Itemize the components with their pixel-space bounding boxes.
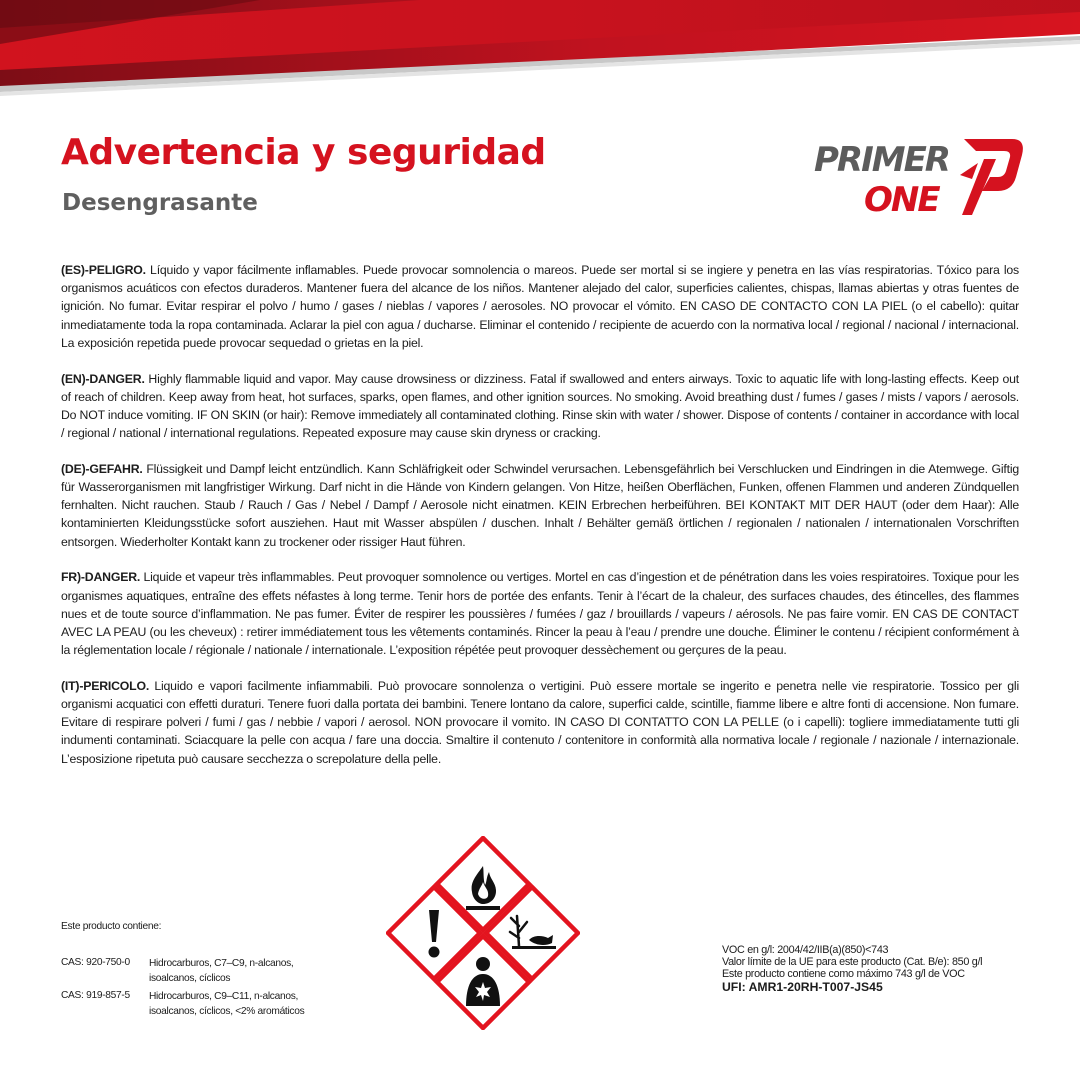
warning-label: (IT)-PERICOLO. (61, 678, 150, 693)
warning-label: (EN)-DANGER. (61, 371, 145, 386)
warning-text: Highly flammable liquid and vapor. May cause drowsiness or dizziness. Fatal if swallowed and enters airways. Toxic to aquatic life with long-lasting effects. Keep out of reach of children. Keep away from heat, hot surfaces, sparks, open flames, and other ignition sources. No smoking. Avoid breathing dust / fumes / gases / mists / vapors / aerosols. Do NOT induce vomiting. IF ON SKIN (or hair): Remove immediately all contaminated clothing. Rinse skin with water / shower. Dispose of contents / container in accordance with local / regional / national / international regulations. Repeated exposure may cause skin dryness or cracking. (61, 371, 1019, 441)
list-item (61, 989, 361, 1019)
voc-info (722, 945, 1022, 994)
warning-it (61, 677, 1019, 768)
warning-text: Liquide et vapeur très inflammables. Peut provoquer somnolence ou vertiges. Mortel en cas d’ingestion et de pénétration dans les voies respiratoires. Toxique pour les organismes aquatiques, entraîne des effets néfastes à long terme. Tenir hors de portée des enfants. Tenir à l’écart de la chaleur, des surfaces chaudes, des étincelles, des flammes nues et de toute source d’inflammation. Ne pas fumer. Éviter de respirer les poussières / fumées / gaz / brouillards / vapeurs / aérosols. Ne pas faire vomir. EN CAS DE CONTACT AVEC LA PEAU (ou les cheveux) : retirer immédiatement tous les vêtements contaminés. Rincer la peau à l’eau / prendre une douche. Éliminer le contenu / récipient conformément à la réglementation locale / régionale / nationale / internationale. L’exposition répétée peut provoquer dessèchement ou gerçures de la peau. (61, 570, 1019, 658)
cas-description: Hidrocarburos, C9–C11, n-alcanos, isoalcanos, cíclicos, <2% aromáticos (149, 991, 305, 1017)
warning-en (61, 370, 1019, 443)
warning-text: Flüssigkeit und Dampf leicht entzündlich. Kann Schläfrigkeit oder Schwindel verursachen. Lebensgefährlich bei Verschlucken und Eindringen in die Atemwege. Giftig für Wasserorganismen mit langfristiger Wirkung. Darf nicht in die Hände von Kindern gelangen. Von Hitze, heißen Oberflächen, Funken, offenen Flammen und anderen Zündquellen fernhalten. Nicht rauchen. Staub / Rauch / Gas / Nebel / Dampf / Aerosole nicht einatmen. KEIN Erbrechen herbeiführen. BEI KONTAKT MIT DER HAUT (oder dem Haar): Alle kontaminierten Kleidungsstücke sofort ausziehen. Haut mit Wasser abspülen / duschen. Inhalt / Behälter gemäß örtlichen / regionalen / nationalen / internationalen Vorschriften entsorgen. Wiederholter Kontakt kann zu trockener oder rissiger Haut führen. (61, 461, 1019, 549)
voc-line: Valor límite de la UE para este producto (Cat. B/e): 850 g/l (722, 955, 983, 968)
page-title: Advertencia y seguridad (61, 132, 546, 173)
warning-text: Líquido y vapor fácilmente inflamables. Puede provocar somnolencia o mareos. Puede ser mortal si se ingiere y penetra en las vías respiratorias. Tóxico para los organismos acuáticos con efectos duraderos. Mantener fuera del alcance de los niños. Mantener alejado del calor, superficies calientes, chispas, llamas abiertas y otras fuentes de ignición. No fumar. Evitar respirar el polvo / humo / gases / nieblas / vapores / aerosoles. NO provocar el vómito. EN CASO DE CONTACTO CON LA PIEL (o el cabello): quitar inmediatamente toda la ropa contaminada. Aclarar la piel con agua / ducharse. Eliminar el contenido / recipiente de acuerdo con la normativa local / regional / nacional / internacional. La exposición repetida puede provocar sequedad o grietas en la piel. (61, 263, 1019, 350)
warning-label: (ES)-PELIGRO. (61, 263, 146, 277)
cas-description: Hidrocarburos, C7–C9, n-alcanos, isoalcanos, cíclicos (149, 958, 294, 984)
cas-number: CAS: 919-857-5 (61, 990, 130, 1001)
ufi-code: UFI: AMR1-20RH-T007-JS45 (722, 980, 883, 995)
cas-number: CAS: 920-750-0 (61, 957, 130, 968)
header-banner (0, 0, 1080, 100)
warning-label: (DE)-GEFAHR. (61, 461, 143, 476)
contents-intro: Este producto contiene: (61, 921, 162, 932)
warning-section (61, 261, 1019, 785)
voc-line: VOC en g/l: 2004/42/IIB(a)(850)<743 (722, 944, 889, 956)
primer-one-logo (812, 135, 1024, 219)
logo-text-primer: PRIMER (814, 140, 949, 180)
page-subtitle: Desengrasante (62, 190, 258, 216)
list-item (61, 956, 361, 986)
warning-text: Liquido e vapori facilmente infiammabili. Può provocare sonnolenza o vertigini. Può essere mortale se ingerito e penetra nelle vie respiratorie. Tossico per gli organismi acquatici con effetti duraturi. Tenere fuori dalla portata dei bambini. Tenere lontano da calore, superfici calde, scintille, fiamme libere e altre fonti di accensione. Non fumare. Evitare di respirare polveri / fumi / gas / nebbie / vapori / aerosol. NON provocare il vomito. IN CASO DI CONTATTO CON LA PELLE (o i capelli): togliere immediatamente tutti gli indumenti contaminati. Sciacquare la pelle con acqua / fare una doccia. Smaltire il contenuto / contenitore in conformità alla normativa locale / regionale / nazionale / internazionale. L’esposizione ripetuta può causare secchezza o screpolature della pelle. (61, 678, 1019, 766)
warning-de (61, 460, 1019, 551)
logo-mark-icon (960, 139, 1023, 215)
ghs-pictograms (386, 836, 580, 1030)
warning-es (61, 261, 1019, 352)
voc-line: Este producto contiene como máximo 743 g/l de VOC (722, 967, 965, 980)
logo-text-one: ONE (864, 180, 939, 219)
product-contents (61, 920, 361, 1022)
warning-fr (61, 568, 1019, 659)
warning-label: FR)-DANGER. (61, 570, 141, 585)
